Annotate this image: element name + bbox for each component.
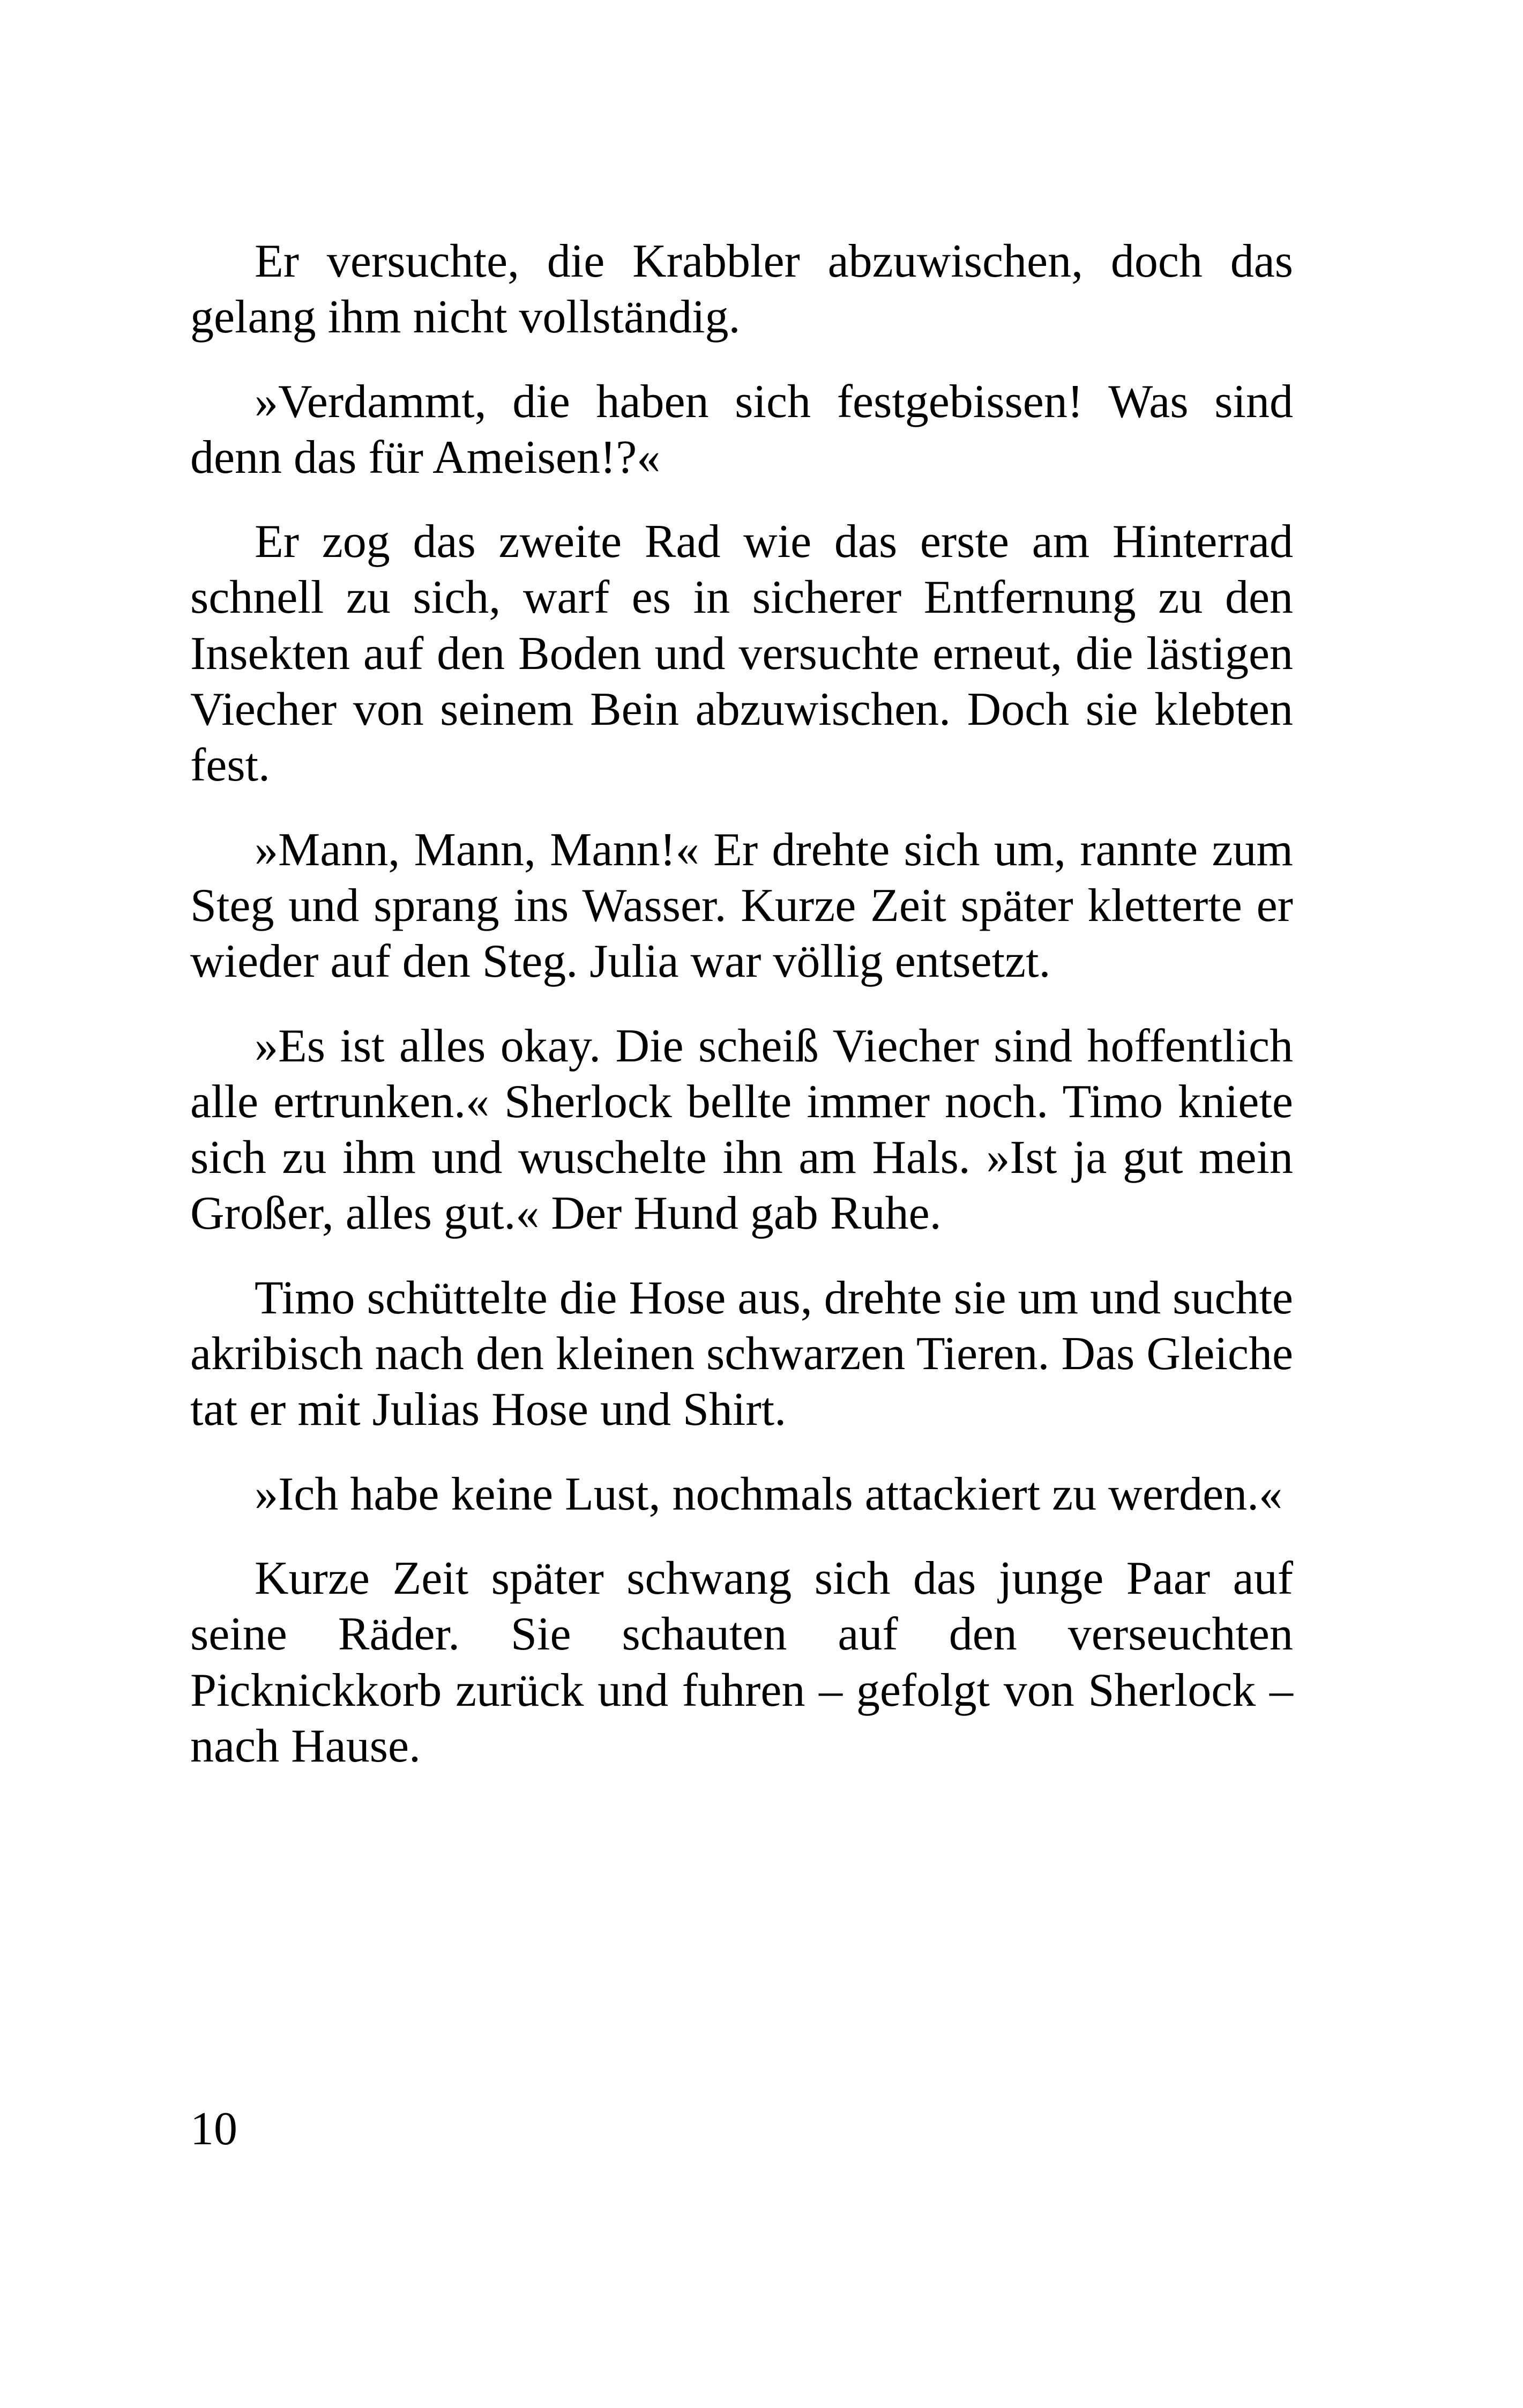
page-body — [190, 234, 1293, 1803]
paragraph-8: Kurze Zeit später schwang sich das junge Paar auf seine Räder. Sie schauten auf den verseuchten Picknickkorb zurück und fuhren – gefolgt von Sherlock – nach Hause. — [190, 1552, 1293, 1772]
paragraph-2: »Verdammt, die haben sich festgebissen! Was sind denn das für Ameisen!?« — [190, 375, 1293, 484]
paragraph-7: »Ich habe keine Lust, nochmals attackiert zu werden.« — [255, 1468, 1283, 1520]
paragraph-3: Er zog das zweite Rad wie das erste am Hinterrad schnell zu sich, warf es in sicherer Entfernung zu den Insekten auf den Boden und versuchte erneut, die lästigen Viecher von seinem Bein abzuwischen. Doch sie klebten fest. — [190, 516, 1293, 792]
page-number: 10 — [190, 2103, 237, 2155]
paragraph-4: »Mann, Mann, Mann!« Er drehte sich um, rannte zum Steg und sprang ins Wasser. Kurze Zeit später kletterte er wieder auf den Steg. Julia war völlig entsetzt. — [190, 823, 1293, 988]
paragraph-6: Timo schüttelte die Hose aus, drehte sie um und suchte akribisch nach den kleinen schwarzen Tieren. Das Gleiche tat er mit Julias Hose und Shirt. — [190, 1272, 1293, 1436]
paragraph-1: Er versuchte, die Krabbler abzuwischen, doch das gelang ihm nicht vollständig. — [190, 235, 1293, 344]
paragraph-5: »Es ist alles okay. Die scheiß Viecher sind hoffentlich alle ertrunken.« Sherlock bellte immer noch. Timo kniete sich zu ihm und wuschelte ihn am Hals. »Ist ja gut mein Großer, alles gut.« Der Hund gab Ruhe. — [190, 1020, 1293, 1240]
